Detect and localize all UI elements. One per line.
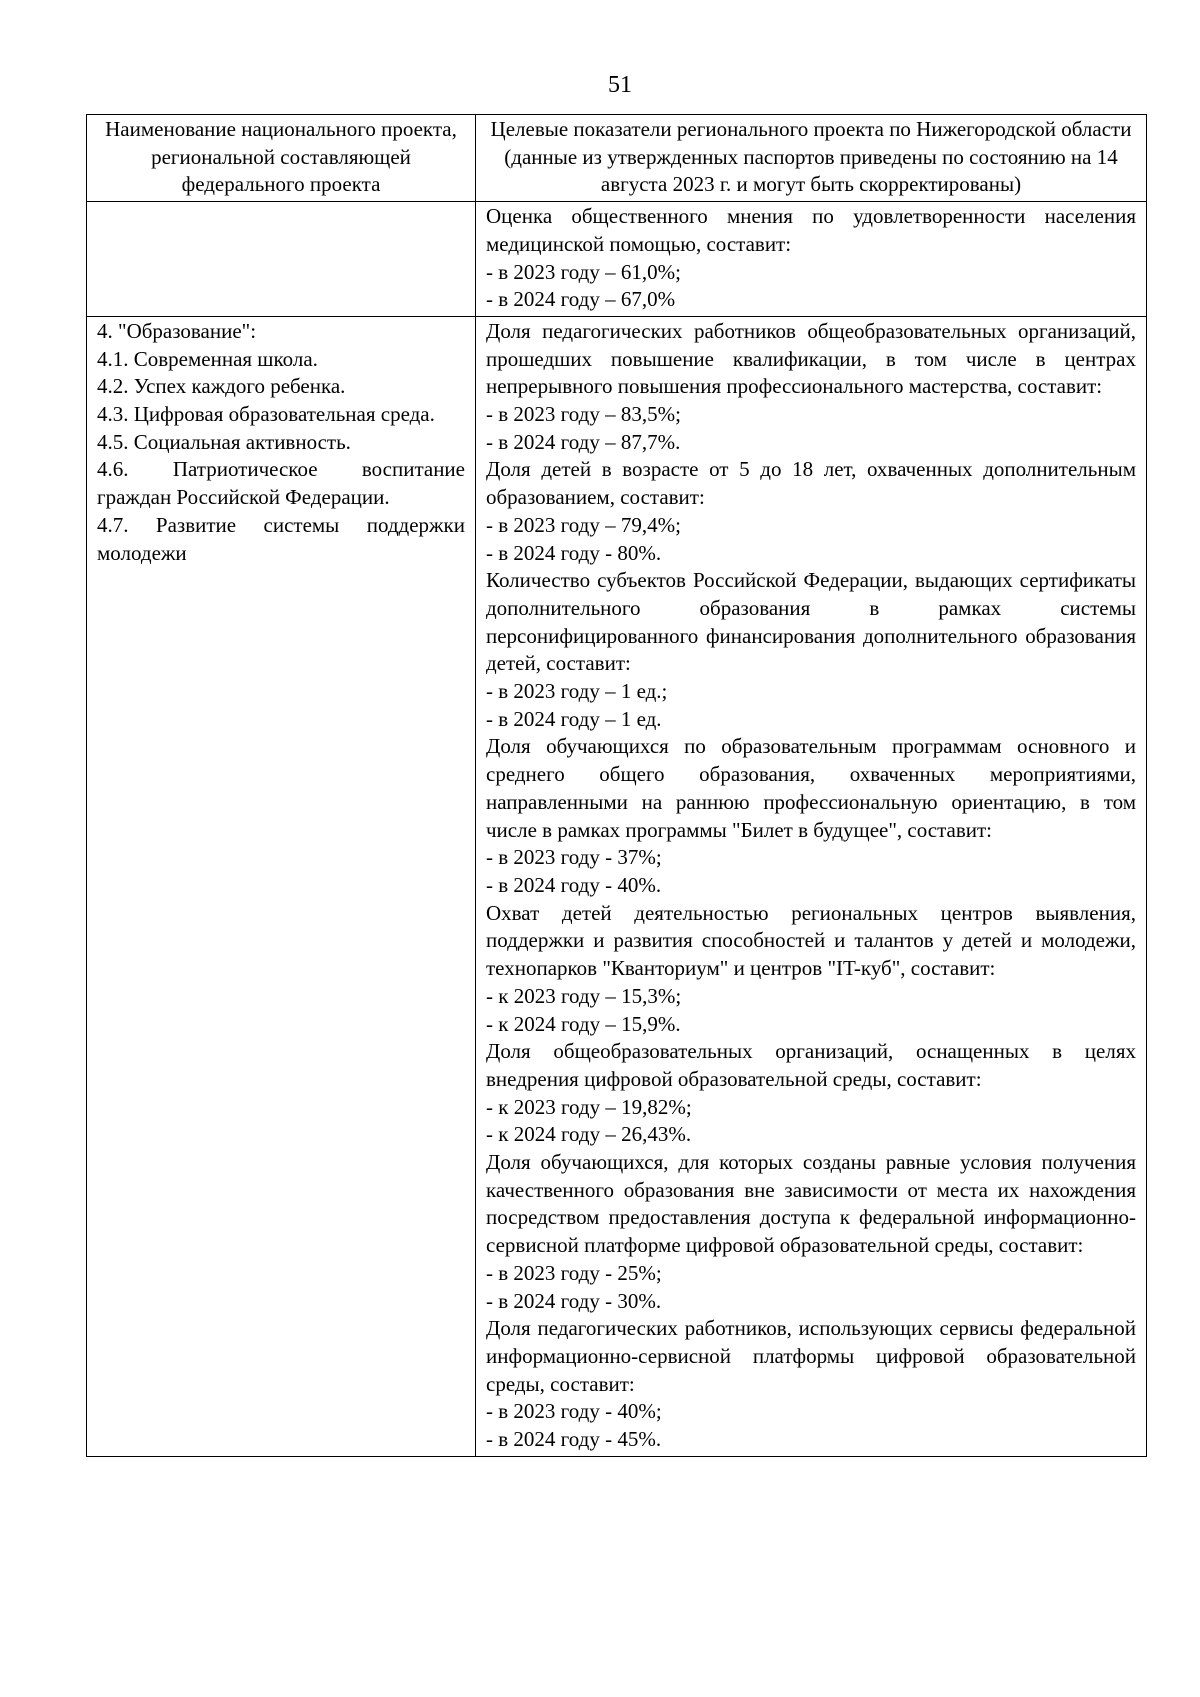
project-item: 4.3. Цифровая образовательная среда. — [97, 402, 435, 427]
indicator-text: - к 2023 году – 19,82%; — [486, 1094, 692, 1119]
indicator-text: Количество субъектов Российской Федерации, выдающих сертификаты дополнительного образования в рамках системы персонифицированного финансирования дополнительного образования детей, составит: — [486, 568, 1136, 676]
indicator-text: - в 2023 году - 25%; — [486, 1260, 662, 1285]
row1-project-cell — [87, 202, 476, 317]
indicator-text: - в 2023 году – 61,0%; — [486, 259, 681, 284]
indicator-text: - в 2023 году - 37%; — [486, 845, 662, 870]
indicator-text: - в 2023 году – 83,5%; — [486, 402, 681, 427]
project-item: 4. "Образование": — [97, 318, 257, 343]
indicator-text: - в 2024 году - 45%. — [486, 1427, 662, 1452]
indicator-text: Доля детей в возрасте от 5 до 18 лет, охваченных дополнительным образованием, составит: — [486, 457, 1136, 510]
table-header-row — [87, 115, 1147, 202]
page-number: 51 — [608, 72, 632, 98]
indicator-text: - в 2024 году - 80%. — [486, 540, 662, 565]
indicator-text: - в 2024 году - 40%. — [486, 872, 662, 897]
project-item: 4.7. Развитие системы поддержки молодежи — [97, 512, 465, 565]
row1-indicators-cell — [476, 202, 1147, 317]
table-row — [87, 316, 1147, 1456]
indicator-text: Доля обучающихся, для которых созданы равные условия получения качественного образования вне зависимости от места их нахождения посредством предоставления доступа к федеральной информационно-сервисной платформе цифровой образовательной среды, составит: — [486, 1150, 1136, 1258]
row2-project-cell — [87, 316, 476, 1456]
indicator-text: Охват детей деятельностью региональных центров выявления, поддержки и развития способностей и талантов у детей и молодежи, технопарков "Кванториум" и центров "IT-куб", составит: — [486, 900, 1136, 981]
indicator-text: Доля педагогических работников общеобразовательных организаций, прошедших повышение квалификации, в том числе в центрах непрерывного повышения профессионального мастерства, составит: — [486, 318, 1136, 399]
indicator-text: - в 2024 году – 1 ед. — [486, 706, 662, 731]
project-item: 4.5. Социальная активность. — [97, 429, 351, 454]
header-target-indicators: Целевые показатели регионального проекта по Нижегородской области (данные из утвержденных паспортов приведены по состоянию на 14 августа 2023 г. и могут быть скорректированы) — [476, 115, 1147, 202]
indicator-text: - в 2024 году – 87,7%. — [486, 429, 681, 454]
indicator-text: - в 2023 году – 1 ед.; — [486, 679, 668, 704]
table-row — [87, 202, 1147, 317]
indicator-text: Доля педагогических работников, использующих сервисы федеральной информационно-сервисной платформы цифровой образовательной среды, составит: — [486, 1316, 1136, 1396]
indicator-text: - к 2024 году – 26,43%. — [486, 1122, 692, 1147]
indicator-text: - в 2023 году – 79,4%; — [486, 512, 681, 537]
indicator-text: Оценка общественного мнения по удовлетворенности населения медицинской помощью, составит: — [486, 204, 1136, 256]
indicator-text: - к 2024 году – 15,9%. — [486, 1011, 681, 1036]
row2-indicators-cell — [476, 316, 1147, 1456]
header-project-name: Наименование национального проекта, региональной составляющей федерального проекта — [87, 115, 476, 202]
indicators-table — [86, 114, 1147, 1457]
indicator-text: - к 2023 году – 15,3%; — [486, 983, 682, 1008]
indicator-text: Доля обучающихся по образовательным программам основного и среднего общего образования, охваченных мероприятиями, направленными на раннюю профессиональную ориентацию, в том числе в рамках программы "Билет в будущее", составит: — [486, 734, 1136, 842]
indicator-text: - в 2024 году – 67,0% — [486, 287, 676, 312]
indicator-text: - в 2024 году - 30%. — [486, 1288, 662, 1313]
project-item: 4.2. Успех каждого ребенка. — [97, 374, 346, 399]
indicator-text: - в 2023 году - 40%; — [486, 1399, 662, 1424]
project-item: 4.6. Патриотическое воспитание граждан Российской Федерации. — [97, 457, 465, 510]
indicator-text: Доля общеобразовательных организаций, оснащенных в целях внедрения цифровой образовательной среды, составит: — [486, 1039, 1136, 1091]
project-item: 4.1. Современная школа. — [97, 346, 318, 371]
